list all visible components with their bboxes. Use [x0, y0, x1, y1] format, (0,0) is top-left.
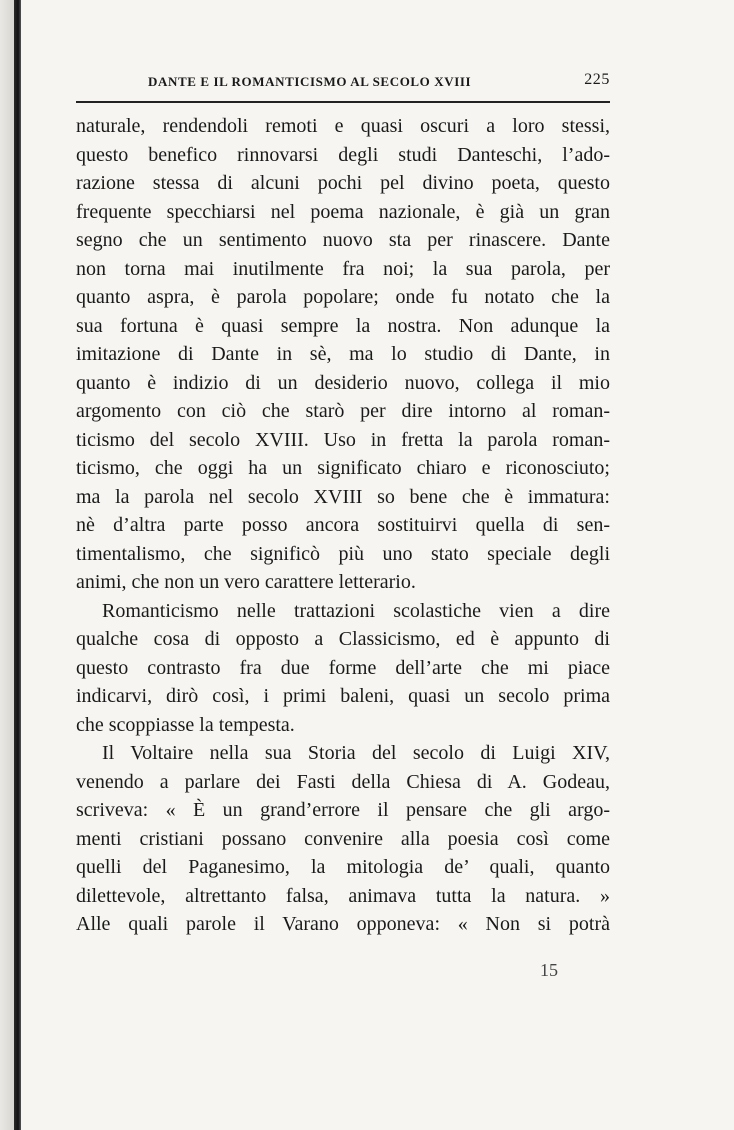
page-number: 225 [584, 71, 610, 88]
text-line: questo benefico rinnovarsi degli studi Danteschi, l’ado- [76, 143, 610, 166]
text-line: timentalismo, che significò più uno stato speciale degli [76, 542, 610, 565]
running-title: DANTE E IL ROMANTICISMO AL SECOLO XVIII [148, 74, 472, 89]
text-line: ticismo, che oggi ha un significato chiaro e riconosciuto; [76, 457, 610, 479]
text-line: qualche cosa di opposto a Classicismo, ed è appunto di [76, 628, 610, 650]
text-line: menti cristiani possano convenire alla poesia così come [76, 827, 610, 850]
page-edge-shadow [0, 0, 14, 1130]
text-line: scriveva: « È un grand’errore il pensare che gli argo- [76, 799, 610, 821]
text-line: quanto è indizio di un desiderio nuovo, collega il mio [76, 371, 610, 394]
signature-mark: 15 [540, 960, 558, 980]
text-line: ticismo del secolo XVIII. Uso in fretta la parola roman- [76, 428, 610, 451]
text-line: sua fortuna è quasi sempre la nostra. Non adunque la [76, 314, 610, 337]
book-spine [14, 0, 21, 1130]
text-line: frequente specchiarsi nel poema nazionale, è già un gran [76, 200, 610, 223]
text-line: ma la parola nel secolo XVIII so bene che è immatura: [76, 485, 610, 508]
text-line: indicarvi, dirò così, i primi baleni, quasi un secolo prima [76, 685, 610, 707]
text-line: argomento con ciò che starò per dire intorno al roman- [76, 400, 610, 422]
text-line: nè d’altra parte posso ancora sostituirvi quella di sen- [76, 514, 610, 536]
text-line: segno che un sentimento nuovo sta per rinascere. Dante [76, 229, 610, 251]
text-line: naturale, rendendoli remoti e quasi oscuri a loro stessi, [76, 115, 610, 137]
text-line: quelli del Paganesimo, la mitologia de’ quali, quanto [76, 856, 610, 878]
running-header [148, 71, 610, 90]
text-line: animi, che non un vero carattere letterario. [76, 571, 416, 593]
text-line: venendo a parlare dei Fasti della Chiesa di A. Godeau, [76, 770, 610, 793]
header-rule [76, 101, 610, 103]
text-line: dilettevole, altrettanto falsa, animava tutta la natura. » [76, 884, 610, 907]
text-line: Il Voltaire nella sua Storia del secolo di Luigi XIV, [102, 742, 610, 764]
text-line: che scoppiasse la tempesta. [76, 713, 295, 736]
text-line: razione stessa di alcuni pochi pel divino poeta, questo [76, 172, 610, 194]
text-line: imitazione di Dante in sè, ma lo studio di Dante, in [76, 343, 610, 365]
body-text [76, 112, 610, 939]
text-line: Alle quali parole il Varano opponeva: « Non si potrà [76, 913, 610, 935]
text-line: questo contrasto fra due forme dell’arte che mi piace [76, 656, 610, 679]
text-line: Romanticismo nelle trattazioni scolastiche vien a dire [102, 599, 610, 622]
text-line: quanto aspra, è parola popolare; onde fu notato che la [76, 286, 610, 308]
text-line: non torna mai inutilmente fra noi; la sua parola, per [76, 257, 610, 280]
